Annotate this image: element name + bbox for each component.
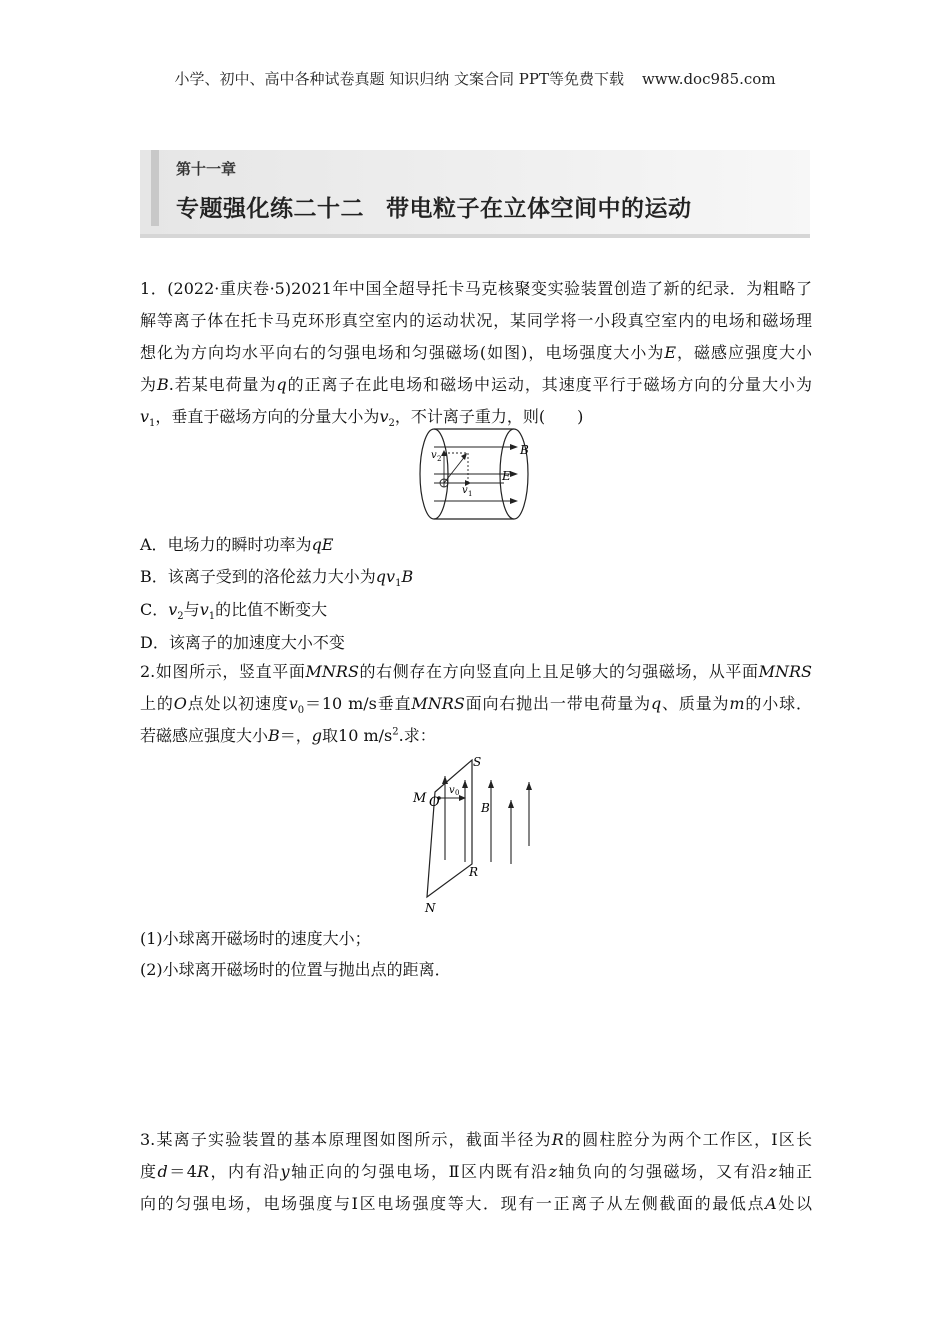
- fig2-label-v0: v: [449, 785, 455, 796]
- question-3: [140, 1124, 812, 1220]
- q3-l2c: ，内有沿: [209, 1162, 281, 1181]
- banner-accent-bar: [151, 150, 159, 226]
- q1-line-2: 解等离子体在托卡马克环形真空室内的运动状况，某同学将一小段真空室内的电场和磁场理: [140, 311, 812, 330]
- q2-sup-2: 2: [392, 726, 399, 738]
- page-header: [0, 68, 950, 89]
- fig1-label-v2: v: [431, 450, 437, 461]
- question-1: [140, 273, 812, 433]
- question-2: [140, 656, 812, 752]
- q2-subquestion-2: (2)小球离开磁场时的位置与抛出点的距离．: [140, 960, 451, 979]
- option-a-text: A．电场力的瞬时功率为: [140, 535, 312, 554]
- q1-line-1: 1．(2022·重庆卷·5)2021年中国全超导托卡马克核聚变实验装置创造了新的纪录．为粗略了: [140, 279, 812, 298]
- q1-sym-v2: v: [379, 407, 389, 426]
- q1-line-3: [140, 337, 812, 369]
- q1-sym-v1: v: [140, 407, 150, 426]
- fig2-label-O: O: [429, 795, 440, 810]
- fig2-label-B: B: [481, 801, 490, 815]
- q1-l4c: 的正离子在此电场和磁场中运动，其速度平行于磁场方向的分量大小为: [286, 375, 812, 394]
- q1-sub-2: 2: [388, 418, 395, 430]
- q3-sym-R: R: [551, 1130, 564, 1149]
- option-b-text: B．该离子受到的洛伦兹力大小为: [140, 567, 376, 586]
- banner-underline: [140, 234, 810, 238]
- q1-l5b: ，不计离子重力，则( ): [394, 407, 584, 426]
- q3-line-3: [140, 1188, 812, 1220]
- q2-sym-m: m: [729, 694, 745, 713]
- title-part-b: 带电粒子在立体空间中的运动: [386, 196, 692, 222]
- q2-line-1: [140, 656, 812, 688]
- q3-line-1: [140, 1124, 812, 1156]
- header-url: www.doc985.com: [641, 70, 776, 88]
- fig1-label-E: E: [502, 469, 511, 483]
- q2-sym-v0: v: [288, 694, 298, 713]
- q2-sub-0: 0: [297, 705, 305, 717]
- q2-l3c: 取10 m/s: [322, 726, 393, 745]
- q1-option-a[interactable]: [140, 532, 333, 555]
- option-c-sub2: 2: [177, 611, 184, 623]
- option-c-v2: v: [168, 600, 178, 619]
- q3-l3b: 处以: [776, 1194, 812, 1213]
- q2-l2e: 、质量为: [661, 694, 730, 713]
- option-c-mid: 与: [183, 600, 200, 619]
- q1-l4a: 为: [140, 375, 157, 394]
- option-c-end: 的比值不断变大: [215, 600, 328, 619]
- q3-l1b: 的圆柱腔分为两个工作区，Ⅰ区长: [563, 1130, 812, 1149]
- option-d-text: D．该离子的加速度大小不变: [140, 633, 345, 652]
- q3-l2e: 轴负向的匀强磁场，又有沿: [556, 1162, 769, 1181]
- q2-sym-mnrs-2: MNRS: [758, 662, 812, 681]
- option-c-v1: v: [199, 600, 209, 619]
- q1-sub-1: 1: [149, 418, 156, 430]
- option-a-expr: qE: [311, 535, 334, 554]
- fig2-label-S: S: [473, 755, 482, 769]
- cylinder-field-figure: [410, 425, 540, 525]
- q3-line-2: [140, 1156, 812, 1188]
- q3-sym-y: y: [280, 1162, 290, 1181]
- q2-l3a: 若磁感应强度大小: [140, 726, 269, 745]
- q3-sym-R2: R: [196, 1162, 209, 1181]
- q2-l2f: 的小球．: [744, 694, 812, 713]
- q1-l5a: ，垂直于磁场方向的分量大小为: [155, 407, 380, 426]
- q3-l2f: 轴正: [776, 1162, 812, 1181]
- option-b-v: v: [386, 567, 396, 586]
- chapter-label: 第十一章: [176, 160, 237, 178]
- option-b-sub: 1: [395, 578, 402, 590]
- q1-sym-B: B: [156, 375, 169, 394]
- fig1-label-v1-sub: 1: [468, 490, 473, 498]
- q2-l3d: .求：: [398, 726, 436, 745]
- q2-sym-mnrs-3: MNRS: [411, 694, 465, 713]
- option-b-B: B: [401, 567, 414, 586]
- option-c-sub1: 1: [208, 611, 216, 623]
- q1-l4b: .若某电荷量为: [168, 375, 277, 394]
- q1-option-c[interactable]: C．$v_2$与$v_1$的比值不断变大: [140, 600, 328, 623]
- q2-l1b: 的右侧存在方向竖直向上且足够大的匀强磁场，从平面: [358, 662, 759, 681]
- q3-l2b: ＝4: [167, 1162, 197, 1181]
- q3-l2a: 度: [140, 1162, 158, 1181]
- q1-l3a: 想化为方向均水平向右的匀强电场和匀强磁场(如图)，电场强度大小为: [140, 343, 665, 362]
- q2-l2c: ＝10 m/s垂直: [304, 694, 412, 713]
- q1-option-d[interactable]: [140, 630, 345, 653]
- q2-l2b: 点处以初速度: [186, 694, 289, 713]
- fig2-label-R: R: [469, 865, 479, 879]
- q2-line-3: [140, 720, 812, 752]
- q3-sym-z1: z: [548, 1162, 557, 1181]
- q3-l3a: 向的匀强电场，电场强度与Ⅰ区电场强度等大．现有一正离子从左侧截面的最低点: [140, 1194, 766, 1213]
- header-left-text: 小学、初中、高中各种试卷真题 知识归纳 文案合同 PPT等免费下载: [174, 70, 624, 88]
- q2-sym-q: q: [650, 694, 662, 713]
- option-b-q: q: [375, 567, 387, 586]
- q1-l3b: ，磁感应强度大小: [676, 343, 812, 362]
- page-title: [176, 190, 692, 223]
- q2-l2a: 上的: [140, 694, 174, 713]
- fig1-label-v2-sub: 2: [437, 455, 442, 463]
- q1-sym-E: E: [664, 343, 677, 362]
- q3-l1a: 3.某离子实验装置的基本原理图如图所示，截面半径为: [140, 1130, 552, 1149]
- q1-sym-q: q: [276, 375, 287, 394]
- q2-subquestion-1: (1)小球离开磁场时的速度大小；: [140, 929, 371, 948]
- q2-sym-mnrs-1: MNRS: [305, 662, 359, 681]
- q1-line-4: [140, 369, 812, 401]
- plane-mnrs-figure: [405, 752, 555, 914]
- q3-l2d: 轴正向的匀强电场，Ⅱ区内既有沿: [289, 1162, 549, 1181]
- fig2-label-N: N: [425, 901, 436, 914]
- q2-sym-g: g: [311, 726, 323, 745]
- q2-line-2: [140, 688, 812, 720]
- chapter-banner: [140, 150, 810, 238]
- q3-sym-z2: z: [768, 1162, 777, 1181]
- fig1-label-v1: v: [462, 485, 468, 496]
- q3-sym-d: d: [157, 1162, 168, 1181]
- fig2-label-v0-sub: 0: [455, 789, 460, 797]
- fig2-label-M: M: [413, 791, 427, 806]
- q2-l3b: ＝，: [279, 726, 312, 745]
- title-part-a: 专题强化练二十二: [176, 196, 364, 222]
- q3-sym-A: A: [765, 1194, 777, 1213]
- q2-sym-O: O: [173, 694, 187, 713]
- q2-sym-B: B: [268, 726, 280, 745]
- q2-l2d: 面向右抛出一带电荷量为: [464, 694, 651, 713]
- q1-option-b[interactable]: [140, 564, 414, 590]
- fig1-label-B: B: [520, 443, 529, 457]
- q2-l1a: 2.如图所示，竖直平面: [140, 662, 306, 681]
